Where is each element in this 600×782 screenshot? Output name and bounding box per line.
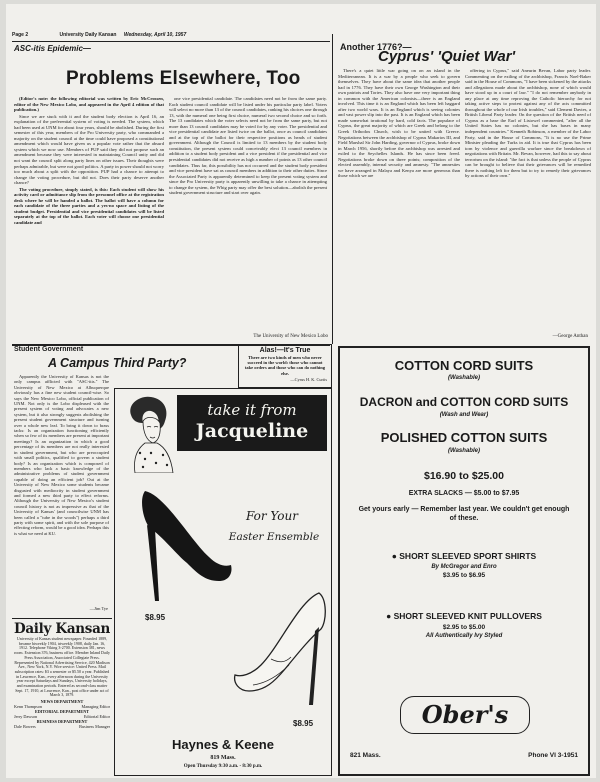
- third-body: [14, 374, 109, 616]
- right-headline: Cyprus' 'Quiet War': [378, 48, 516, 65]
- third-credit: —Jim Tye: [89, 606, 108, 611]
- obers-logo: [400, 696, 530, 734]
- knit-pullovers-label: SHORT SLEEVED KNIT PULLOVERS: [393, 611, 542, 621]
- staff-name: Jerry Dawson: [14, 714, 38, 720]
- left-headline: Problems Elsewhere, Too: [66, 68, 301, 89]
- alas-box: [238, 344, 332, 388]
- left-kicker: ASC-itis Epidemic—: [14, 44, 91, 53]
- pullovers-price: $2.95 to $5.00: [442, 624, 486, 631]
- staff-name: Kenn Thompson: [14, 704, 42, 710]
- alas-credit: —Cyrus H. K. Curtis: [290, 376, 327, 382]
- third-headline: A Campus Third Party?: [48, 356, 187, 370]
- editor-note: (Editor's note: the following editorial was written by Eric McCrossen, editor of the New Mexico Lobo, and appeared in the April 4 edition of that publication.): [14, 96, 164, 113]
- left-credit: The University of New Mexico Lobo: [253, 334, 328, 339]
- cotton-cord-note: (Washable): [448, 375, 480, 381]
- obers-address: 821 Mass.: [350, 752, 381, 759]
- dacron-suits: DACRON and COTTON CORD SUITS: [359, 395, 569, 409]
- polished-note: (Washable): [448, 448, 480, 454]
- issue-date: Wednesday, April 10, 1957: [123, 32, 187, 38]
- polished-cotton-suits: POLISHED COTTON SUITS: [380, 430, 548, 445]
- slogan-line-1: For Your: [245, 509, 298, 523]
- staff-role: Editorial Editor: [83, 714, 110, 720]
- right-body-2: offering in Cyprus," said Aneurin Bevan, Labor party leader. Commenting on the exiling of the archbishop, Francis Noel-Baker said in the House of Commons, "I have been sickened by the attacks and allegations made about the archbishop, none of which would have stood up in a court of law." "I do not remember anybody in any place at any time reproving the Catholic hierarchy for not taking active steps to protest against any of the acts committed throughout the whole of our Irish troubles," said Clement Davies, a British Liberal Party leader. On the question of the British need of Cyprus as a base the Earl of Listowel commented, "after all the United States has no colonies, but she has bases in many independent countries." Kenneth Robinson, a member of the Labor Party, said in the House of Commons, "It is no use the Prime Minister pleading the Turks in aid. It is true that Cyprus has been torn by violence and guerrilla warfare since the breakdown of negotiations with Britain. Mr. Bevan, however, had this to say about terrorism on the island: "the fact is that unless the people of Cyprus can be brought to believe that their grievances will be remedied there is nothing left for them but to try to remedy their grievances by actions of their own.": [465, 68, 591, 179]
- knit-pullovers: [340, 611, 588, 621]
- staff-section-title: NEWS DEPARTMENT: [40, 699, 84, 705]
- alas-title: Alas!—It's True: [259, 347, 311, 354]
- bullet-icon: ●: [391, 551, 397, 561]
- kansan-nameplate: Daily Kansan: [13, 621, 111, 637]
- right-kicker: Another 1776?—: [340, 42, 412, 52]
- price-shoe-1: $8.95: [145, 613, 166, 622]
- sport-shirts-label: SHORT SLEEVED SPORT SHIRTS: [399, 551, 537, 561]
- ad-brand: Jacqueline: [195, 420, 309, 442]
- sport-shirts: [340, 551, 588, 561]
- sport-shirts-price: $3.95 to $6.95: [442, 572, 486, 579]
- jacqueline-ad: [114, 388, 332, 776]
- kansan-info: University of Kansas student newspaper. Founded 1889, became biweekly 1904, triweekly 1908, daily Jan. 16, 1912. Telephone Viking 3-2700. Extension 381, news room. Extension 376, business office. Member Inland Daily Press Association, Associated Collegiate Press. Represented by National Advertising Service, 420 Madison Ave., New York, N.Y. Wire service: United Press. Mail subscription rates: $3 a semester or $5.50 a year. Published in Lawrence, Kan., every afternoon during the University year except Saturdays and Sundays, University holidays, and examination periods. Entered as second-class matter Sept. 17, 1910, at Lawrence, Kan., post office under act of March 3, 1879.: [14, 636, 110, 698]
- price-shoe-2: $8.95: [293, 719, 314, 728]
- right-body-1: There's a quiet little war going on on an island in the Mediterranean. It is a war by a people who seek to govern themselves. They have about the same idea that another people had in 1776. They have their own George Washington and their own patriots and Tories. They also have one very important thing in common with the American colonists—there is an England involved. This time it is an England which has been left haggard after two world wars. It is an England which is seeing colonies and vast power slip into the past. It is an England which has been made somewhat irrational by hard, cold facts. The populace of Cyprus, the great majority of which are Greek and belong to the Greek Orthodox Church, wish to be united with Greece. Negotiations between the archbishop of Cyprus Makarios III, and Field Marshal Sir John Harding, governor of Cyprus, broke down in March 1956, shortly before the archbishop was arrested and exiled to the Seychelles Islands. He has since been freed. Negotiations broke down on three points; composition of the elected assembly, internal security and amnesty. "The amnesties we have arranged in Malaya and Kenya are more generous than those which we are: [338, 68, 460, 179]
- jacqueline-banner: [177, 395, 327, 451]
- obers-phone: Phone VI 3-1951: [528, 752, 578, 759]
- store-hours: Open Thursday 9:30 a.m. - 8:30 p.m.: [183, 764, 263, 769]
- order-note: Get yours early — Remember last year. We couldn't get enough of these.: [358, 506, 570, 522]
- staff-section-title: BUSINESS DEPARTMENT: [36, 719, 88, 725]
- dacron-note: (Wash and Wear): [439, 412, 489, 418]
- obers-logo-text: Ober's: [421, 700, 509, 729]
- right-story-col1: [338, 68, 460, 338]
- store-name: Haynes & Keene: [172, 737, 274, 752]
- ad-tagline: take it from: [207, 401, 297, 419]
- paper-name: University Daily Kansan: [59, 32, 117, 38]
- left-body-1: Since we are stuck with it and the student body election is April 16, an explanation of the preferential system of voting is needed. The system, which had been used at UNM for about four years, should be abolished. During the first semester of this year, members of the Pro University party, who commanded a majority on the student council at the time could have proposed a constitutional amendment which would have given us a popular vote rather that the absurd system which we now use. Members of PUP said they did not propose such an amendment because they were interested in maintaining Council unity and did not want the council split along party lines on other issues. Their thoughts were perhaps admirable, but were not good politics. A party in power should not worry too much about a split with the opposition. PUP had a chance to attempt to change the voting procedure, but did not. Does their party deserve another chance?: [14, 113, 164, 186]
- third-body-text: Apparently the University of Kansas is not the only campus afflicted with "ASC-itis." The University of New Mexico at Albuquerque obviously has a fine new student council-wise. So says the New Mexico Lobo, official publication of UNM. Not only is the Lobo displeased with the present system of voting and advocates a new system, but it also strongly suggests abolishing the present student government structure and turning over a whole new leaf. To bring it down to brass tacks: Is an organization functioning efficiently when so few of its members are present at important meetings? Is an organization in which a good percentage of its members are not really interested in student government, but who are preoccupied with small politics, qualified to govern a student body? Is an organization which is composed of members who lack a basic knowledge of the administrative problems of student government capable of doing an efficient job? Out at the University of New Mexico some students became disgusted with mediocrity in student government and formed a new third party to effect reforms. Although the University of New Mexico's student council history is not as impressive as that of the University of Kansas' (and councilwise UNM has been called a "tube in the woods") perhaps a third party with some spirit, and with the sole purpose of effecting reform, would be a good idea. Perhaps this is what we need at KU.: [14, 374, 109, 536]
- cotton-cord-suits: COTTON CORD SUITS: [394, 358, 534, 373]
- staff-role: Managing Editor: [81, 704, 110, 710]
- bullet-icon: ●: [386, 611, 392, 621]
- pullovers-note: All Authentically Ivy Styled: [425, 633, 503, 639]
- right-story-col2: [465, 68, 591, 334]
- page-masthead: [12, 33, 330, 39]
- newspaper-page: [6, 4, 596, 778]
- left-body-2: one vice presidential candidate. The candidates need not be from the same party. Each student council candidate will be listed under his particular party label. Voters will select no more than 13 of the council candidates, ranking his choices one through 13, with the numeral one being first choice, numeral two second choice and so forth. The 13 candidates which the voter selects need not be from the same party, but not more than 13 council candidates may be voted for by any voter. The presidential and vice presidential candidate are listed twice on the ballot, once as council candidates and at the top of the ballot for their respective positions as heads of student government. Although the Council is limited to 13 members by the student body constitution, the present system could conceivably elect 13 council members in addition to a student body president and a vice president if the presidential and vice presidential candidates did not receive as high a number of points as 13 other council candidates. Thus far, this possibility has not occurred and the student body president and vice president have sat as council members in addition to their other duties. Since the Associated Party is apparently determined to keep the present voting system and since the Pro University party is apparently unwilling to take a chance in attempting to change the system, the Whig party may offer the best solution—abolish the present student government structure and start over again.: [169, 96, 327, 196]
- alas-quote: There are two kinds of men who never succeed in the world: those who cannot take orders and those who can do nothing else.: [244, 355, 326, 376]
- right-credit: —George Anthan: [552, 334, 588, 339]
- staff-name: Dale Bowers: [14, 724, 36, 730]
- slogan-line-2: Easter Ensemble: [228, 531, 320, 543]
- sport-shirts-brand: By McGregor and Enro: [431, 564, 497, 570]
- staff-row: [14, 724, 110, 729]
- suit-price: $16.90 to $25.00: [424, 470, 504, 482]
- woman-illustration: [123, 393, 175, 473]
- high-heel-shoe-white: [229, 587, 329, 707]
- left-body-1b: The voting procedure, simply stated, is this: Each student will show his activity card or admittance slip from the personnel office at the registration desk where he will be handed a ballot. The ballot will have a column for each candidate of the three parties and a yes-no space and listing of the student budget. Presidential and vice presidential candidates will be listed separately at the top of the ballot. Each voter will choose one presidential candidate and: [14, 186, 164, 226]
- kansan-masthead: [12, 618, 112, 778]
- store-address: 819 Mass.: [210, 755, 236, 761]
- kansan-staff: [12, 698, 112, 730]
- page-number: Page 2: [12, 32, 29, 38]
- third-kicker: Student Government: [14, 346, 84, 353]
- left-story-col1: [14, 96, 164, 342]
- obers-ad: [338, 346, 590, 776]
- extra-slacks: EXTRA SLACKS — $5.00 to $7.95: [408, 490, 520, 497]
- left-story-col2: [169, 96, 327, 334]
- staff-role: Business Manager: [79, 724, 110, 730]
- staff-section-title: EDITORIAL DEPARTMENT: [34, 709, 90, 715]
